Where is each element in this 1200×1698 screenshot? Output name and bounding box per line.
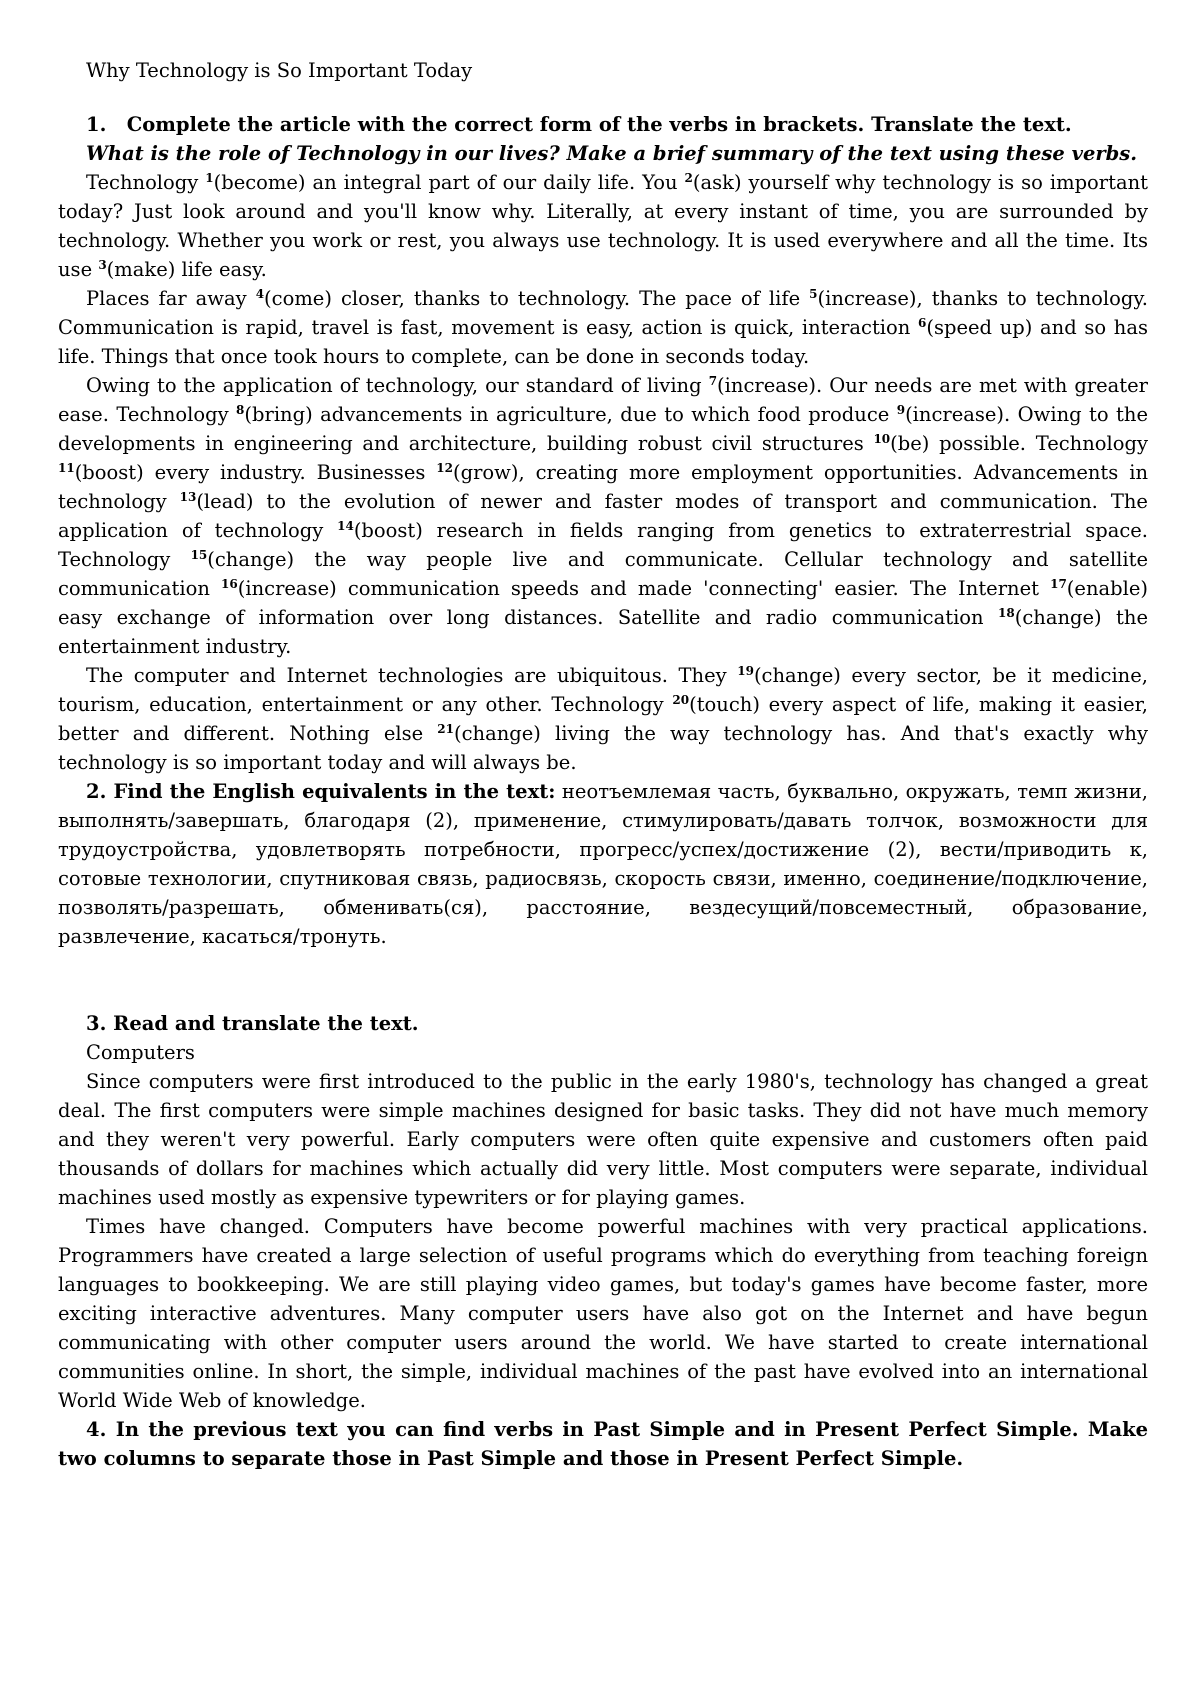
task-4-instruction: 4. In the previous text you can find verbs in Past Simple and in Present Perfect Simple. Make two columns to separate those in Past Simple and those in Present Perfect Simple.	[58, 1418, 1148, 1470]
article-paragraph-4: The computer and Internet technologies are ubiquitous. They $^{19}$(change) every sector, be it medicine, tourism, education, entertainment or any other. Technology $^{20}$(touch) every aspect of life, making it easier, better and different. Nothing else $^{21}$(change) living the way technology has. And that's exactly why technology is so important today and will always be.	[58, 664, 1148, 774]
article-paragraph-1: Technology $^1$(become) an integral part of our daily life. You $^2$(ask) yourself why technology is so important today? Just look around and you'll know why. Literally, at every instant of time, you are surrounded by technology. Whether you work or rest, you always use technology. It is used everywhere and all the time. Its use $^3$(make) life easy.	[58, 171, 1148, 281]
document-page	[58, 56, 1148, 1473]
computers-paragraph-1: Since computers were first introduced to the public in the early 1980's, technology has changed a great deal. The first computers were simple machines designed for basic tasks. They did not have much memory and they weren't very powerful. Early computers were often quite expensive and customers often paid thousands of dollars for machines which actually did very little. Most computers were separate, individual machines used mostly as expensive typewriters or for playing games.	[58, 1070, 1148, 1209]
computers-text-title: Computers	[86, 1041, 195, 1064]
task-1-subheading: What is the role of Technology in our lives? Make a brief summary of the text using these verbs.	[86, 142, 1138, 165]
task-3-heading: 3. Read and translate the text.	[86, 1012, 419, 1035]
document-title: Why Technology is So Important Today	[86, 59, 473, 82]
spacer	[58, 951, 1148, 1009]
spacer	[58, 85, 1148, 110]
article-paragraph-2: Places far away $^4$(come) closer, thanks to technology. The pace of life $^5$(increase), thanks to technology. Communication is rapid, travel is fast, movement is easy, action is quick, interaction $^6$(speed up) and so has life. Things that once took hours to complete, can be done in seconds today.	[58, 287, 1148, 368]
computers-paragraph-2: Times have changed. Computers have become powerful machines with very practical applications. Programmers have created a large selection of useful programs which do everything from teaching foreign languages to bookkeeping. We are still playing video games, but today's games have become faster, more exciting interactive adventures. Many computer users have also got on the Internet and have begun communicating with other computer users around the world. We have started to create international communities online. In short, the simple, individual machines of the past have evolved into an international World Wide Web of knowledge.	[58, 1215, 1148, 1412]
article-paragraph-3: Owing to the application of technology, our standard of living $^7$(increase). Our needs are met with greater ease. Technology $^8$(bring) advancements in agriculture, due to which food produce $^9$(increase). Owing to the developments in engineering and architecture, building robust civil structures $^{10}$(be) possible. Technology $^{11}$(boost) every industry. Businesses $^{12}$(grow), creating more employment opportunities. Advancements in technology $^{13}$(lead) to the evolution of newer and faster modes of transport and communication. The application of technology $^{14}$(boost) research in fields ranging from genetics to extraterrestrial space. Technology $^{15}$(change) the way people live and communicate. Cellular technology and satellite communication $^{16}$(increase) communication speeds and made 'connecting' easier. The Internet $^{17}$(enable) easy exchange of information over long distances. Satellite and radio communication $^{18}$(change) the entertainment industry.	[58, 374, 1148, 658]
task-2-label: 2. Find the English equivalents in the text:	[86, 780, 556, 803]
task-2-paragraph	[58, 777, 1148, 951]
task-2-word-list: неотъемлемая часть, буквально, окружать, темп жизни, выполнять/завершать, благодаря (2), применение, стимулировать/давать толчок, возможности для трудоустройства, удовлетворять потребности, прогресс/успех/достижение (2), вести/приводить к, сотовые технологии, спутниковая связь, радиосвязь, скорость связи, именно, соединение/подключение, позволять/разрешать, обменивать(ся), расстояние, вездесущий/повсеместный, образование, развлечение, касаться/тронуть.	[58, 780, 1149, 948]
task-1-heading: 1. Complete the article with the correct form of the verbs in brackets. Translate the text.	[86, 113, 1072, 136]
